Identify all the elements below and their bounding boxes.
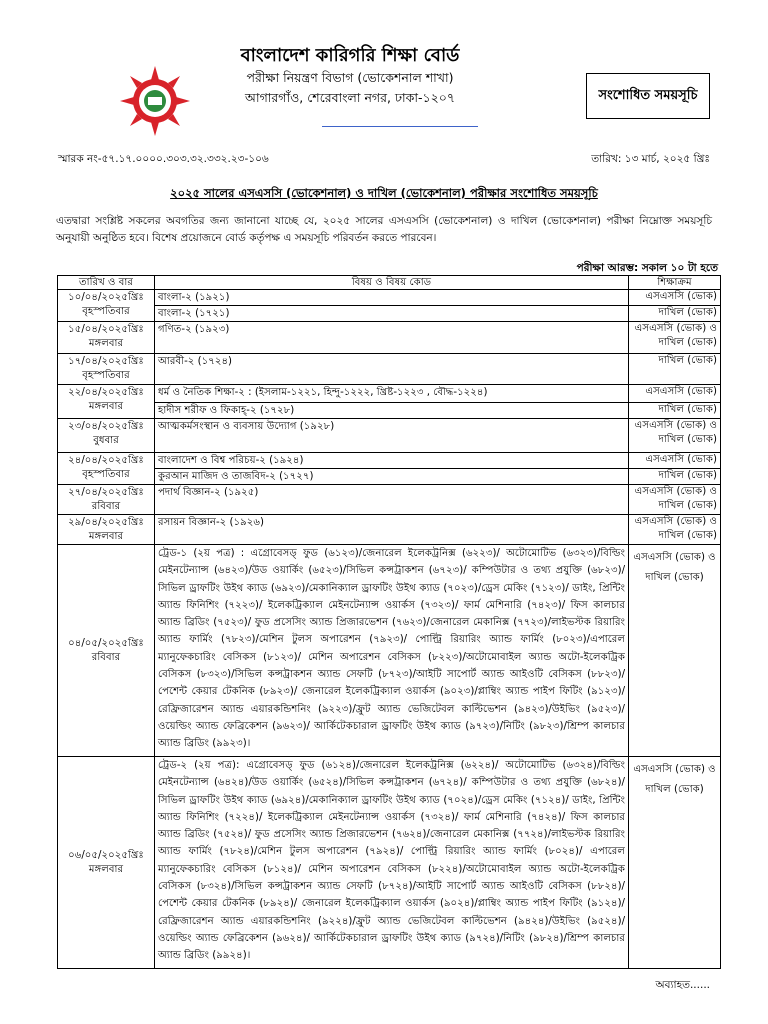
subject-cell: আরবী-২ (১৭২৪) <box>155 354 629 385</box>
exam-date: ২৭/০৪/২০২৫খ্রিঃ <box>68 487 144 498</box>
subject-cell: ধর্ম ও নৈতিক শিক্ষা-২ : (ইসলাম-১২২১, হিন্দু-১২২২, খ্রিষ্ট-১২২৩ , বৌদ্ধ-১২২৪) <box>155 385 629 403</box>
subject-cell: বাংলা-২ (১৭২১) <box>155 306 629 322</box>
date-cell <box>58 545 155 757</box>
curriculum-cell: দাখিল (ভোক) <box>629 354 721 385</box>
table-row <box>58 469 721 485</box>
date-cell <box>58 322 155 354</box>
exam-start-time: পরীক্ষা আরম্ভ: সকাল ১০ টা হতে <box>576 262 718 274</box>
subject-cell: বাংলা-২ (১৯২১) <box>155 290 629 306</box>
curriculum-cell: এসএসসি (ভোক) <box>629 453 721 469</box>
board-title: বাংলাদেশ কারিগরি শিক্ষা বোর্ড <box>240 45 460 66</box>
exam-date: ২২/০৪/২০২৫খ্রিঃ <box>68 387 144 398</box>
subject-cell: কুরআন মাজিদ ও তাজবিদ-২ (১৭২৭) <box>155 469 629 485</box>
header-divider <box>322 126 478 127</box>
curriculum-cell: এসএসসি (ভোক) ও দাখিল (ভোক) <box>629 419 721 453</box>
table-row <box>58 757 721 969</box>
subject-cell: হাদীস শরীফ ও ফিকাহ্-২ (১৭২৮) <box>155 403 629 419</box>
table-row <box>58 322 721 354</box>
exam-day: রবিবার <box>91 652 121 663</box>
exam-date: ০৬/০৫/২০২৫খ্রিঃ <box>68 850 144 861</box>
curriculum-cell: এসএসসি (ভোক) ও দাখিল (ভোক) <box>629 757 721 969</box>
date-cell <box>58 485 155 515</box>
exam-day: বৃহস্পতিবার <box>82 370 130 381</box>
curriculum-cell: এসএসসি (ভোক) ও দাখিল (ভোক) <box>629 545 721 757</box>
schedule-table <box>57 275 721 969</box>
department-subtitle: পরীক্ষা নিয়ন্ত্রণ বিভাগ (ভোকেশনাল শাখা) <box>246 70 454 85</box>
curriculum-cell: এসএসসি (ভোক) ও দাখিল (ভোক) <box>629 515 721 545</box>
curriculum-cell: এসএসসি (ভোক) ও দাখিল (ভোক) <box>629 485 721 515</box>
exam-day: মঙ্গলবার <box>88 531 124 542</box>
exam-day: বুধবার <box>93 435 119 446</box>
continued-note: অব্যাহত...... <box>655 979 710 991</box>
date-cell <box>58 453 155 485</box>
table-header-row <box>58 276 721 290</box>
curriculum-cell: এসএসসি (ভোক) <box>629 385 721 403</box>
table-row <box>58 385 721 403</box>
notice-body: এতদ্বারা সংশ্লিষ্ট সকলের অবগতির জন্য জানানো যাচ্ছে যে, ২০২৫ সালের এসএসসি (ভোকেশনাল) ও দাখিল (ভোকেশনাল) পরীক্ষা নিম্নোক্ত সময়সূচি অনুযায়ী অনুষ্ঠিত হবে। বিশেষ প্রয়োজনে বোর্ড কর্তৃপক্ষ এ সময়সূচি পরিবর্তন করতে পারবেন। <box>56 215 712 244</box>
date-cell <box>58 515 155 545</box>
exam-date: ১০/০৪/২০২৫খ্রিঃ <box>68 292 144 303</box>
exam-day: মঙ্গলবার <box>88 864 124 875</box>
curriculum-cell: এসএসসি (ভোক) ও দাখিল (ভোক) <box>629 322 721 354</box>
curriculum-cell: দাখিল (ভোক) <box>629 306 721 322</box>
subject-cell: আত্মকর্মসংস্থান ও ব্যবসায় উদ্যোগ (১৯২৮) <box>155 419 629 453</box>
table-row <box>58 419 721 453</box>
subject-cell: ট্রেড-১ (২য় পত্র) : এগ্রোবেসড্ ফুড (৬১২৩)/জেনারেল ইলেকট্রনিক্স (৬২২৩)/ অটোমোটিভ (৬৩২৩)/বিল্ডিং মেইনটেন্যান্স (৬৪২৩)/উড ওয়ার্কিং (৬৫২৩)/সিভিল কন্সট্রাকশন (৬৭২৩)/ কম্পিউটার ও তথ্য প্রযুক্তি (৬৮২৩)/সিভিল ড্রাফটিং উইথ ক্যাড (৬৯২৩)/মেকানিক্যাল ড্রাফটিং উইথ ক্যাড (৭০২৩)/ড্রেস মেকিং (৭১২৩)/ ডাইং, প্রিন্টিং অ্যান্ড ফিনিশিং (৭২২৩)/ ইলেকট্রিক্যাল মেইনটেন্যান্স ওয়ার্কস (৭৩২৩)/ ফার্ম মেশিনারি (৭৪২৩)/ ফিস কালচার অ্যান্ড ব্রিডিং (৭৫২৩)/ ফুড প্রসেসিং অ্যান্ড প্রিজারভেশন (৭৬২৩)/জেনারেল মেকানিক্স (৭৭২৩)/লাইভস্টক রিয়ারিং অ্যান্ড ফার্মিং (৭৮২৩)/মেশিন টুলস অপারেশন (৭৯২৩)/ পোল্ট্রি রিয়ারিং অ্যান্ড ফার্মিং (৮০২৩)/এপারেল ম্যানুফেকচারিং বেসিকস (৮১২৩)/ মেশিন অপারেশন বেসিকস (৮২২৩)/অটোমোবাইল অ্যান্ড অটো-ইলেকট্রিক বেসিকস (৮৩২৩)/সিভিল কন্সট্রাকশন অ্যান্ড সেফটি (৮৭২৩)/আইটি সাপোর্ট অ্যান্ড আইওটি বেসিকস (৮৮২৩)/পেশেন্ট কেয়ার টেকনিক (৮৯২৩)/ জেনারেল ইলেকট্রিক্যাল ওয়ার্কস (৯০২৩)/প্লাম্বিং অ্যান্ড পাইপ ফিটিং (৯১২৩)/রেফ্রিজারেশন অ্যান্ড এয়ারকন্ডিশনিং (৯২২৩)/ফ্রুট অ্যান্ড ভেজিটেবল কাল্টিভেশন (৯৪২৩)/উইভিং (৯৫২৩)/ওয়েল্ডিং অ্যান্ড ফেব্রিকেশন (৯৬২৩)/ আর্কিটেকচারাল ড্রাফটিং উইথ ক্যাড (৯৭২৩)/নিটিং (৯৮২৩)/শ্রিম্প কালচার অ্যান্ড ব্রিডিং (৯৯২৩)। <box>155 545 629 757</box>
table-row <box>58 354 721 385</box>
memo-number: স্মারক নং-৫৭.১৭.০০০০.৩০৩.৩২.৩৩২.২৩-১০৬ <box>58 153 269 165</box>
notice-title: ২০২৫ সালের এসএসসি (ভোকেশনাল) ও দাখিল (ভোকেশনাল) পরীক্ষার সংশোধিত সময়সূচি <box>170 186 598 200</box>
exam-day: মঙ্গলবার <box>88 401 124 412</box>
table-row <box>58 515 721 545</box>
date-cell <box>58 757 155 969</box>
header-date: তারিখ ও বার <box>58 276 155 290</box>
board-address: আগারগাঁও, শেরেবাংলা নগর, ঢাকা-১২০৭ <box>244 90 456 105</box>
subject-cell: পদার্থ বিজ্ঞান-২ (১৯২৫) <box>155 485 629 515</box>
table-row <box>58 290 721 306</box>
issue-date: তারিখ: ১৩ মার্চ, ২০২৫ খ্রিঃ <box>591 153 710 165</box>
date-cell <box>58 385 155 419</box>
exam-day: মঙ্গলবার <box>88 338 124 349</box>
letterhead <box>200 44 500 108</box>
subject-cell: রসায়ন বিজ্ঞান-২ (১৯২৬) <box>155 515 629 545</box>
table-row <box>58 485 721 515</box>
exam-date: ০৪/০৫/২০২৫খ্রিঃ <box>68 638 144 649</box>
table-row <box>58 453 721 469</box>
subject-cell: গণিত-২ (১৯২৩) <box>155 322 629 354</box>
subject-cell: ট্রেড-২ (২য় পত্র): এগ্রোবেসড্ ফুড (৬১২৪)/জেনারেল ইলেকট্রনিক্স (৬২২৪)/ অটোমোটিভ (৬৩২৪)/বিল্ডিং মেইনটেন্যান্স (৬৪২৪)/উড ওয়ার্কিং (৬৫২৪)/সিভিল কন্সট্রাকশন (৬৭২৪)/ কম্পিউটার ও তথ্য প্রযুক্তি (৬৮২৪)/সিভিল ড্রাফটিং উইথ ক্যাড (৬৯২৪)/মেকানিক্যাল ড্রাফটিং উইথ ক্যাড (৭০২৪)/ড্রেস মেকিং (৭১২৪)/ ডাইং, প্রিন্টিং অ্যান্ড ফিনিশিং (৭২২৪)/ ইলেকট্রিক্যাল মেইনটেন্যান্স ওয়ার্কস (৭৩২৪)/ ফার্ম মেশিনারি (৭৪২৪)/ ফিস কালচার অ্যান্ড ব্রিডিং (৭৫২৪)/ ফুড প্রসেসিং অ্যান্ড প্রিজারভেশন (৭৬২৪)/জেনারেল মেকানিক্স (৭৭২৪)/লাইভস্টক রিয়ারিং অ্যান্ড ফার্মিং (৭৮২৪)/মেশিন টুলস অপারেশন (৭৯২৪)/ পোল্ট্রি রিয়ারিং অ্যান্ড ফার্মিং (৮০২৪)/ এপারেল ম্যানুফেকচারিং বেসিকস (৮১২৪)/ মেশিন অপারেশন বেসিকস (৮২২৪)/অটোমোবাইল অ্যান্ড অটো-ইলেকট্রিক বেসিকস (৮৩২৪)/সিভিল কন্সট্রাকশন অ্যান্ড সেফটি (৮৭২৪)/আইটি সাপোর্ট অ্যান্ড আইওটি বেসিকস (৮৮২৪)/ পেশেন্ট কেয়ার টেকনিক (৮৯২৪)/ জেনারেল ইলেকট্রিক্যাল ওয়ার্কস (৯০২৪)/প্লাম্বিং অ্যান্ড পাইপ ফিটিং (৯১২৪)/রেফ্রিজারেশন অ্যান্ড এয়ারকন্ডিশনিং (৯২২৪)/ফ্রুট অ্যান্ড ভেজিটেবল কাল্টিভেশন (৯৪২৪)/উইভিং (৯৫২৪)/ওয়েল্ডিং অ্যান্ড ফেব্রিকেশন (৯৬২৪)/ আর্কিটেকচারাল ড্রাফটিং উইথ ক্যাড (৯৭২৪)/নিটিং (৯৮২৪)/শ্রিম্প কালচার অ্যান্ড ব্রিডিং (৯৯২৪)। <box>155 757 629 969</box>
date-cell <box>58 419 155 453</box>
exam-day: বৃহস্পতিবার <box>82 306 130 317</box>
curriculum-cell: এসএসসি (ভোক) <box>629 290 721 306</box>
table-row <box>58 545 721 757</box>
exam-day: বৃহস্পতিবার <box>82 469 130 480</box>
table-row <box>58 403 721 419</box>
table-row <box>58 306 721 322</box>
board-emblem-logo <box>120 66 190 136</box>
date-cell <box>58 290 155 322</box>
date-cell <box>58 354 155 385</box>
curriculum-cell: দাখিল (ভোক) <box>629 469 721 485</box>
curriculum-cell: দাখিল (ভোক) <box>629 403 721 419</box>
exam-date: ২৩/০৪/২০২৫খ্রিঃ <box>68 421 144 432</box>
exam-date: ২৪/০৪/২০২৫খ্রিঃ <box>68 455 144 466</box>
revised-schedule-box: সংশোধিত সময়সূচি <box>586 73 710 119</box>
subject-cell: বাংলাদেশ ও বিশ্ব পরিচয়-২ (১৯২৪) <box>155 453 629 469</box>
exam-date: ১৭/০৪/২০২৫খ্রিঃ <box>68 356 144 367</box>
header-curriculum: শিক্ষাক্রম <box>629 276 721 290</box>
exam-day: রবিবার <box>91 501 121 512</box>
exam-date: ১৫/০৪/২০২৫খ্রিঃ <box>68 324 144 335</box>
header-subject: বিষয় ও বিষয় কোড <box>155 276 629 290</box>
exam-date: ২৯/০৪/২০২৫খ্রিঃ <box>68 517 144 528</box>
